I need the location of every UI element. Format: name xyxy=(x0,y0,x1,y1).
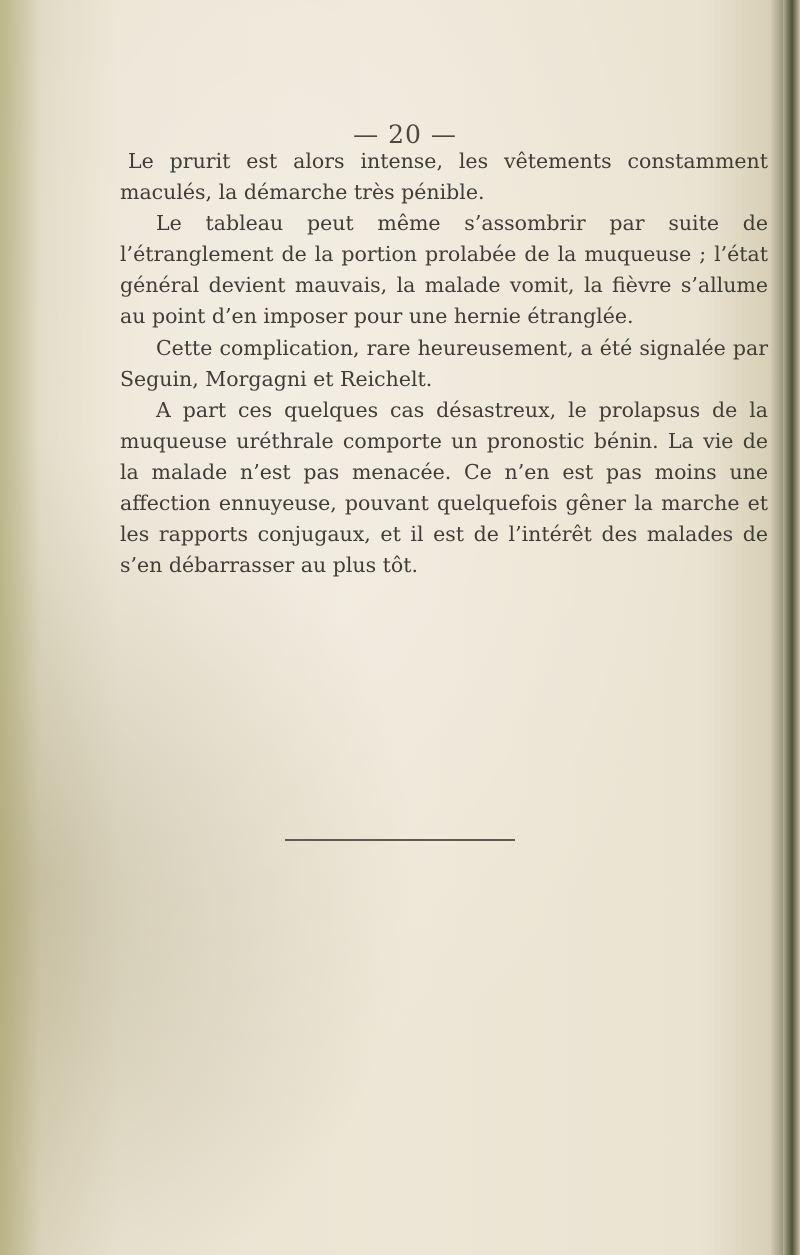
paper-stain xyxy=(0,0,40,1255)
page-number: — 20 — xyxy=(353,120,457,149)
book-gutter xyxy=(783,0,800,1255)
body-text xyxy=(120,146,768,581)
paragraph-3: Cette complication, rare heureusement, a été signalée par Seguin, Morgagni et Reichelt. xyxy=(120,335,768,391)
paragraph-4: A part ces quelques cas désastreux, le prolapsus de la muqueuse uréthrale comporte un pronostic bénin. La vie de la malade n’est pas menacée. Ce n’en est pas moins une affection ennuyeuse, pouvant quelquefois gêner la marche et les rapports conjugaux, et il est de l’intérêt des malades de s’en débarrasser au plus tôt. xyxy=(120,397,768,578)
section-divider xyxy=(285,839,515,841)
paragraph-1: Le prurit est alors intense, les vêtements constamment maculés, la démarche très pénible. xyxy=(120,149,768,205)
paragraph-2: Le tableau peut même s’assombrir par suite de l’étranglement de la portion prolabée de la muqueuse ; l’état général devient mauvais, la malade vomit, la fièvre s’allume au point d’en imposer pour une hernie étranglée. xyxy=(120,211,768,329)
